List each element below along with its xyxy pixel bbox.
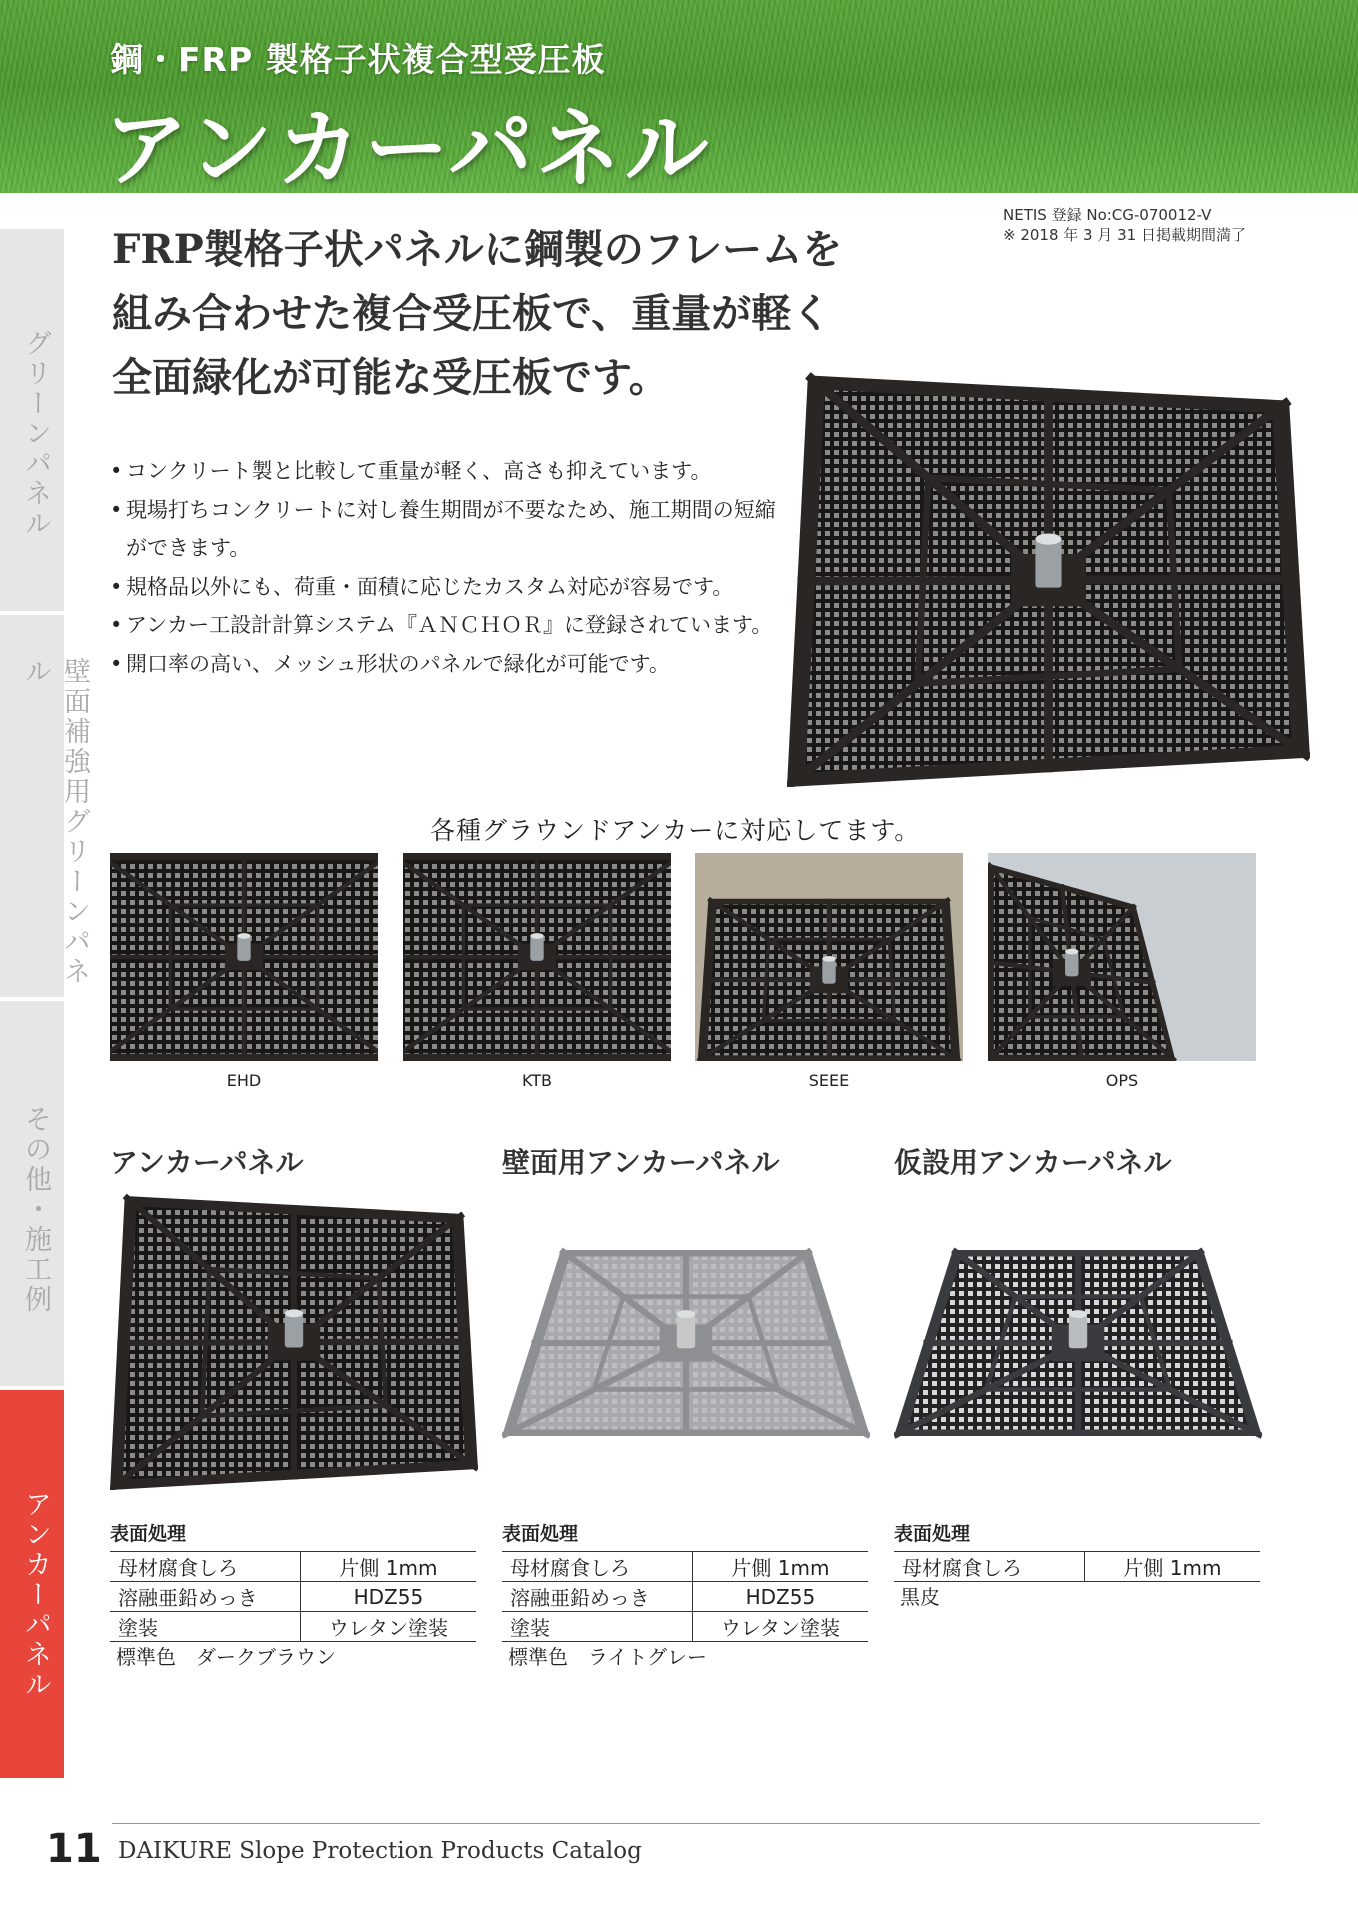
spec-value: HDZ55: [692, 1582, 868, 1612]
wall-anchor-panel-image: [502, 1190, 870, 1490]
side-tab-anchor-panel[interactable]: [0, 1390, 64, 1778]
anchor-head: [237, 936, 250, 961]
netis-registration: [1003, 205, 1246, 245]
side-tab-label: その他・施工例: [20, 1105, 51, 1315]
netis-note: ※ 2018 年 3 月 31 日掲載期間満了: [1003, 226, 1246, 244]
spec-item: 母材腐食しろ: [110, 1552, 300, 1582]
ehd-photo: [110, 853, 378, 1061]
spec-row: [110, 1552, 476, 1582]
temporary-anchor-panel-image: [894, 1190, 1262, 1490]
spec-value: ウレタン塗装: [300, 1612, 476, 1642]
footer-divider: [112, 1823, 1260, 1824]
ktb-photo: [403, 853, 671, 1061]
catalog-name: DAIKURE Slope Protection Products Catalog: [118, 1838, 642, 1864]
spec-item: 塗装: [110, 1612, 300, 1642]
side-tab-label: 壁面補強用グリーンパネル: [20, 657, 90, 987]
product-title: 仮設用アンカーパネル: [894, 1146, 1172, 1179]
thumbnail-label: KTB: [522, 1071, 552, 1090]
spec-row: [502, 1612, 868, 1642]
header-subtitle: 鋼・FRP 製格子状複合型受圧板: [110, 40, 606, 79]
feature-item: • コンクリート製と比較して重量が軽く、高さも抑えています。: [110, 452, 780, 491]
spec-item: 母材腐食しろ: [894, 1552, 1084, 1582]
spec-item: 溶融亜鉛めっき: [502, 1582, 692, 1612]
anchor-panel-image: [110, 1190, 478, 1490]
surface-finish-note: 黒皮: [900, 1585, 940, 1609]
anchor-panel-image: [787, 367, 1310, 787]
spec-value: HDZ55: [300, 1582, 476, 1612]
feature-item: • 現場打ちコンクリートに対し養生期間が不要なため、施工期間の短縮ができます。: [110, 491, 780, 568]
headline-line: FRP製格子状パネルに鋼製のフレームを: [112, 226, 843, 273]
anchor-head: [1065, 952, 1078, 977]
spec-row: [894, 1552, 1260, 1582]
anchor-top: [677, 1310, 695, 1318]
product-title: アンカーパネル: [110, 1146, 304, 1179]
thumbnail-ktb: [403, 853, 671, 1061]
seee-photo: [695, 853, 963, 1061]
anchor-top: [1065, 949, 1078, 955]
spec-table-temporary-anchor-panel: [894, 1519, 1260, 1610]
spec-value: 片側 1mm: [692, 1552, 868, 1582]
spec-heading: 表面処理: [894, 1519, 1260, 1552]
anchor-top: [285, 1309, 303, 1317]
anchor-head: [530, 936, 543, 961]
spec-heading: 表面処理: [502, 1519, 868, 1552]
side-tab-green-panel[interactable]: [0, 229, 64, 611]
spec-item: 溶融亜鉛めっき: [110, 1582, 300, 1612]
anchor-head: [1069, 1314, 1087, 1348]
anchor-top: [1069, 1310, 1087, 1318]
main-product-photo: [787, 367, 1310, 787]
spec-row: [110, 1612, 476, 1642]
spec-value: ウレタン塗装: [692, 1612, 868, 1642]
header-title: アンカーパネル: [104, 100, 713, 198]
page-number: 11: [46, 1826, 102, 1872]
anchor-head: [1035, 539, 1061, 588]
spec-value: 片側 1mm: [1084, 1552, 1260, 1582]
thumbnail-seee: [695, 853, 963, 1061]
headline-line: 全面緑化が可能な受圧板です。: [112, 354, 669, 401]
thumbnail-ops: [988, 853, 1256, 1061]
spec-value: 片側 1mm: [300, 1552, 476, 1582]
thumbnail-label: OPS: [1105, 1071, 1139, 1090]
spec-heading: 表面処理: [110, 1519, 476, 1552]
spec-table-anchor-panel: [110, 1519, 476, 1670]
spec-table-wall-anchor-panel: [502, 1519, 868, 1670]
anchor-top: [530, 933, 543, 939]
spec-item: 塗装: [502, 1612, 692, 1642]
headline-line: 組み合わせた複合受圧板で、重量が軽く: [112, 290, 832, 337]
anchor-top: [237, 933, 250, 939]
ground-anchor-caption: 各種グラウンドアンカーに対応してます。: [430, 816, 921, 845]
spec-row: [110, 1582, 476, 1612]
standard-color: 標準色 ライトグレー: [508, 1645, 707, 1669]
spec-row: [502, 1582, 868, 1612]
anchor-head: [677, 1314, 695, 1348]
ops-photo: [988, 853, 1256, 1061]
thumbnail-label: SEEE: [808, 1071, 850, 1090]
anchor-top: [1035, 533, 1061, 544]
feature-item: • アンカー工設計計算システム『ＡＮＣＨＯＲ』に登録されています。: [110, 606, 780, 645]
standard-color: 標準色 ダークブラウン: [116, 1645, 336, 1669]
anchor-head: [285, 1313, 303, 1347]
product-title: 壁面用アンカーパネル: [502, 1146, 780, 1179]
thumbnail-ehd: [110, 853, 378, 1061]
header-banner: [0, 0, 1358, 198]
side-tab-wall-green-panel[interactable]: [0, 615, 90, 997]
product-image-anchor-panel: [110, 1190, 478, 1490]
feature-item: • 規格品以外にも、荷重・面積に応じたカスタム対応が容易です。: [110, 568, 780, 607]
side-tab-others[interactable]: [0, 1001, 64, 1386]
feature-list: [110, 452, 780, 683]
anchor-top: [822, 956, 835, 962]
feature-item: • 開口率の高い、メッシュ形状のパネルで緑化が可能です。: [110, 645, 780, 684]
thumbnail-label: EHD: [226, 1071, 262, 1090]
anchor-head: [822, 959, 835, 984]
side-tab-label: アンカーパネル: [20, 1490, 51, 1700]
netis-number: NETIS 登録 No:CG-070012-V: [1003, 206, 1212, 224]
product-image-temporary-anchor-panel: [894, 1190, 1262, 1490]
spec-row: [502, 1552, 868, 1582]
side-tab-label: グリーンパネル: [20, 329, 51, 539]
product-image-wall-anchor-panel: [502, 1190, 870, 1490]
spec-item: 母材腐食しろ: [502, 1552, 692, 1582]
